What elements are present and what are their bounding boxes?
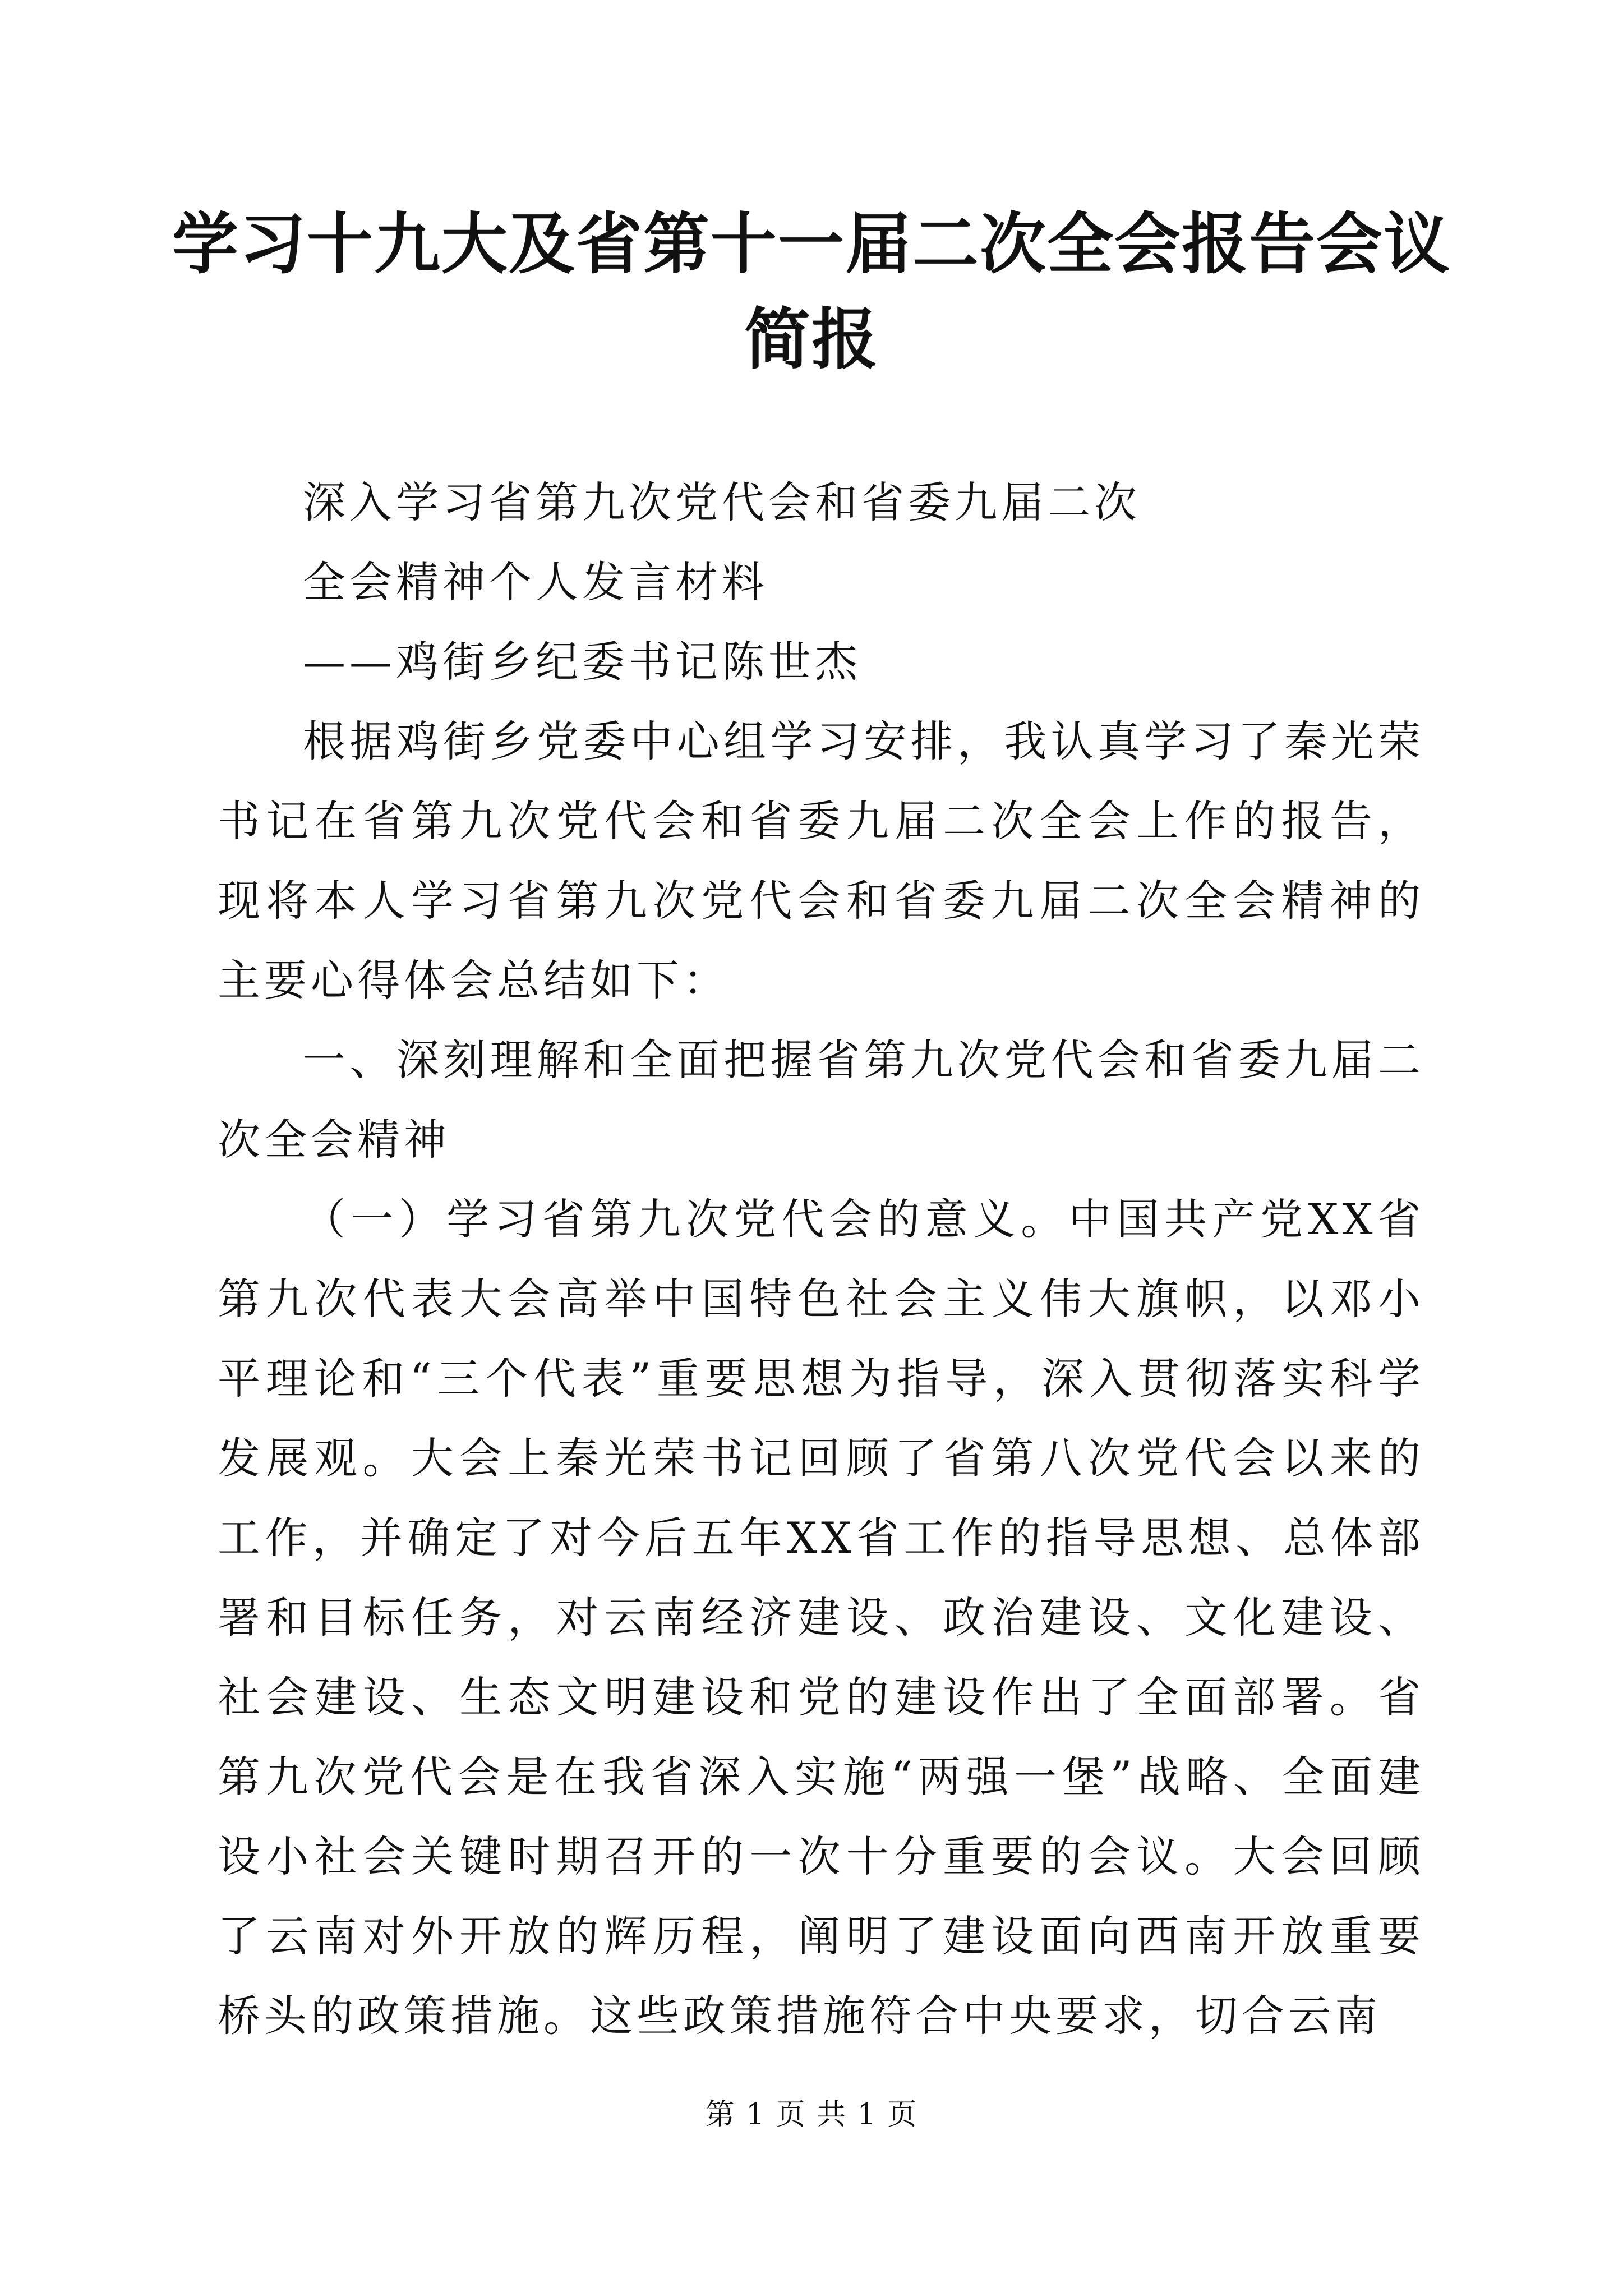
document-body <box>218 463 1424 2056</box>
author-line: ——鸡街乡纪委书记陈世杰 <box>303 637 861 687</box>
intro-paragraph: 根据鸡街乡党委中心组学习安排，我认真学习了秦光荣书记在省第九次党代会和省委九届二次全会上作的报告，现将本人学习省第九次党代会和省委九届二次全会精神的主要心得体会总结如下： <box>218 716 1424 1005</box>
paragraph-1: （一）学习省第九次党代会的意义。中国共产党XX省第九次代表大会高举中国特色社会主义伟大旗帜，以邓小平理论和“三个代表”重要思想为指导，深入贯彻落实科学发展观。大会上秦光荣书记回顾了省第八次党代会以来的工作，并确定了对今后五年XX省工作的指导思想、总体部署和目标任务，对云南经济建设、政治建设、文化建设、社会建设、生态文明建设和党的建设作出了全面部署。省第九次党代会是在我省深入实施“两强一堡”战略、全面建设小社会关键时期召开的一次十分重要的会议。大会回顾了云南对外开放的辉历程，阐明了建设面向西南开放重要桥头的政策措施。这些政策措施符合中央要求，切合云南 <box>218 1194 1424 2041</box>
page-footer: 第 1 页 共 1 页 <box>705 2098 918 2132</box>
section-heading-1: 一、深刻理解和全面把握省第九次党代会和省委九届二次全会精神 <box>218 1035 1424 1165</box>
document-title: 学习十九大及省第十一届二次全会报告会议简报 <box>172 205 1451 378</box>
subtitle-line-2: 全会精神个人发言材料 <box>303 557 768 607</box>
subtitle-line-1: 深入学习省第九次党代会和省委九届二次 <box>303 477 1141 527</box>
